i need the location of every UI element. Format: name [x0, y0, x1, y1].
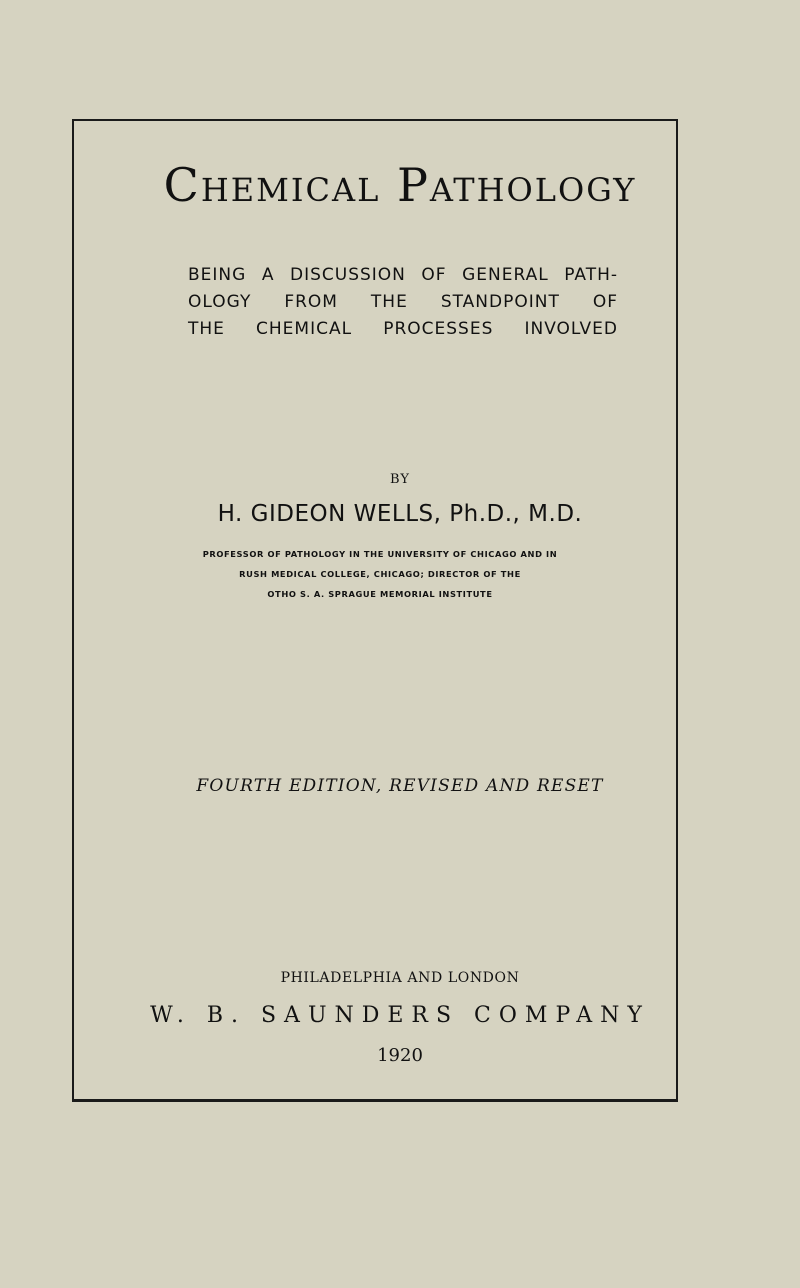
credentials-line: PROFESSOR OF PATHOLOGY IN THE UNIVERSITY OF CHICAGO AND IN: [202, 549, 558, 559]
publisher-name: W. B. SAUNDERS COMPANY: [150, 1003, 650, 1028]
subtitle-line: OLOGY FROM THE STANDPOINT OF: [188, 292, 618, 312]
subtitle-line: BEING A DISCUSSION OF GENERAL PATH-: [188, 265, 618, 285]
author-name: H. GIDEON WELLS, Ph.D., M.D.: [217, 501, 583, 527]
publisher-city: PHILADELPHIA AND LONDON: [280, 970, 520, 986]
author-credentials: [120, 544, 640, 604]
publication-year: 1920: [377, 1045, 423, 1066]
book-subtitle: [188, 262, 618, 343]
edition-statement: FOURTH EDITION, REVISED AND RESET: [196, 776, 604, 796]
credentials-line: RUSH MEDICAL COLLEGE, CHICAGO; DIRECTOR OF THE: [239, 569, 521, 579]
by-label: BY: [390, 472, 410, 487]
book-title: Chemical Pathology: [163, 158, 637, 212]
credentials-line: OTHO S. A. SPRAGUE MEMORIAL INSTITUTE: [267, 589, 493, 599]
subtitle-line: THE CHEMICAL PROCESSES INVOLVED: [188, 319, 618, 339]
